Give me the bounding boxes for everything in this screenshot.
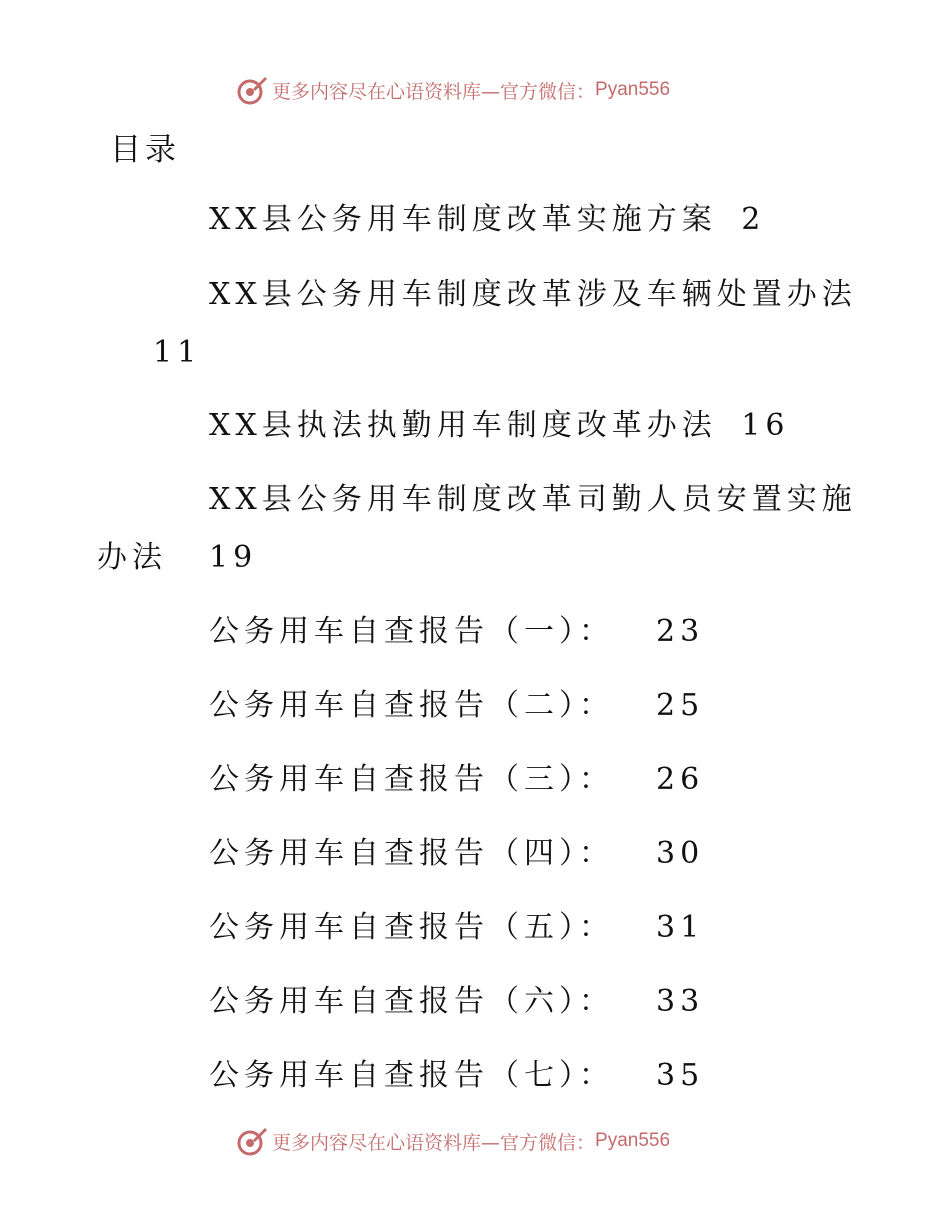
toc-entry-4[interactable] [209, 480, 857, 520]
toc-entry-10-page: 33 [656, 984, 705, 1019]
toc-entry-text: 公务用车自查报告（五）： [209, 910, 614, 945]
brush-logo-icon [236, 74, 268, 106]
toc-entry-text: 公务用车自查报告（四）： [209, 836, 614, 871]
toc-entry-4-page: 19 [209, 540, 258, 575]
toc-entry-2-page: 11 [153, 335, 202, 370]
toc-entry-3[interactable] [209, 406, 789, 446]
toc-entry-text: 公务用车自查报告（二）： [209, 688, 614, 723]
toc-entry-1[interactable] [209, 200, 765, 240]
toc-entry-4-cont [97, 538, 167, 578]
toc-entry-8-page: 30 [656, 836, 705, 871]
toc-entry-text: 公务用车自查报告（六）： [209, 984, 614, 1019]
header-watermark [0, 70, 950, 110]
watermark-wechat-id: Pyan556 [595, 1130, 671, 1151]
toc-entry-6-page: 25 [656, 688, 705, 723]
toc-title: 目录 [110, 132, 180, 168]
toc-entry-page: 16 [741, 408, 790, 443]
toc-entry-text: 公务用车自查报告（一）： [209, 614, 614, 649]
watermark-text: 更多内容尽在心语资料库—官方微信： [272, 80, 596, 103]
toc-entry-10[interactable] [209, 982, 614, 1022]
toc-entry-11-page: 35 [656, 1058, 705, 1093]
footer-watermark [0, 1121, 950, 1161]
toc-entry-6[interactable] [209, 686, 614, 726]
watermark-wechat-id: Pyan556 [595, 79, 671, 100]
toc-entry-text-cont: 办法 [97, 540, 167, 575]
toc-entry-11[interactable] [209, 1056, 614, 1096]
toc-entry-7-page: 26 [656, 762, 705, 797]
toc-entry-9-page: 31 [656, 910, 705, 945]
toc-entry-text: XX县公务用车制度改革涉及车辆处置办法 [209, 277, 857, 312]
watermark-text: 更多内容尽在心语资料库—官方微信： [272, 1131, 596, 1154]
toc-entry-7[interactable] [209, 760, 614, 800]
brush-logo-icon [236, 1125, 268, 1157]
toc-entry-text: XX县公务用车制度改革司勤人员安置实施 [209, 482, 857, 517]
toc-entry-5-page: 23 [656, 614, 705, 649]
toc-entry-text: 公务用车自查报告（三）： [209, 762, 614, 797]
toc-entry-8[interactable] [209, 834, 614, 874]
toc-entry-5[interactable] [209, 612, 614, 652]
toc-entry-text: XX县执法执勤用车制度改革办法 [209, 408, 717, 443]
toc-entry-page: 2 [741, 202, 766, 237]
toc-entry-text: 公务用车自查报告（七）： [209, 1058, 614, 1093]
toc-entry-9[interactable] [209, 908, 614, 948]
toc-entry-2[interactable] [209, 275, 857, 315]
toc-entry-text: XX县公务用车制度改革实施方案 [209, 202, 717, 237]
